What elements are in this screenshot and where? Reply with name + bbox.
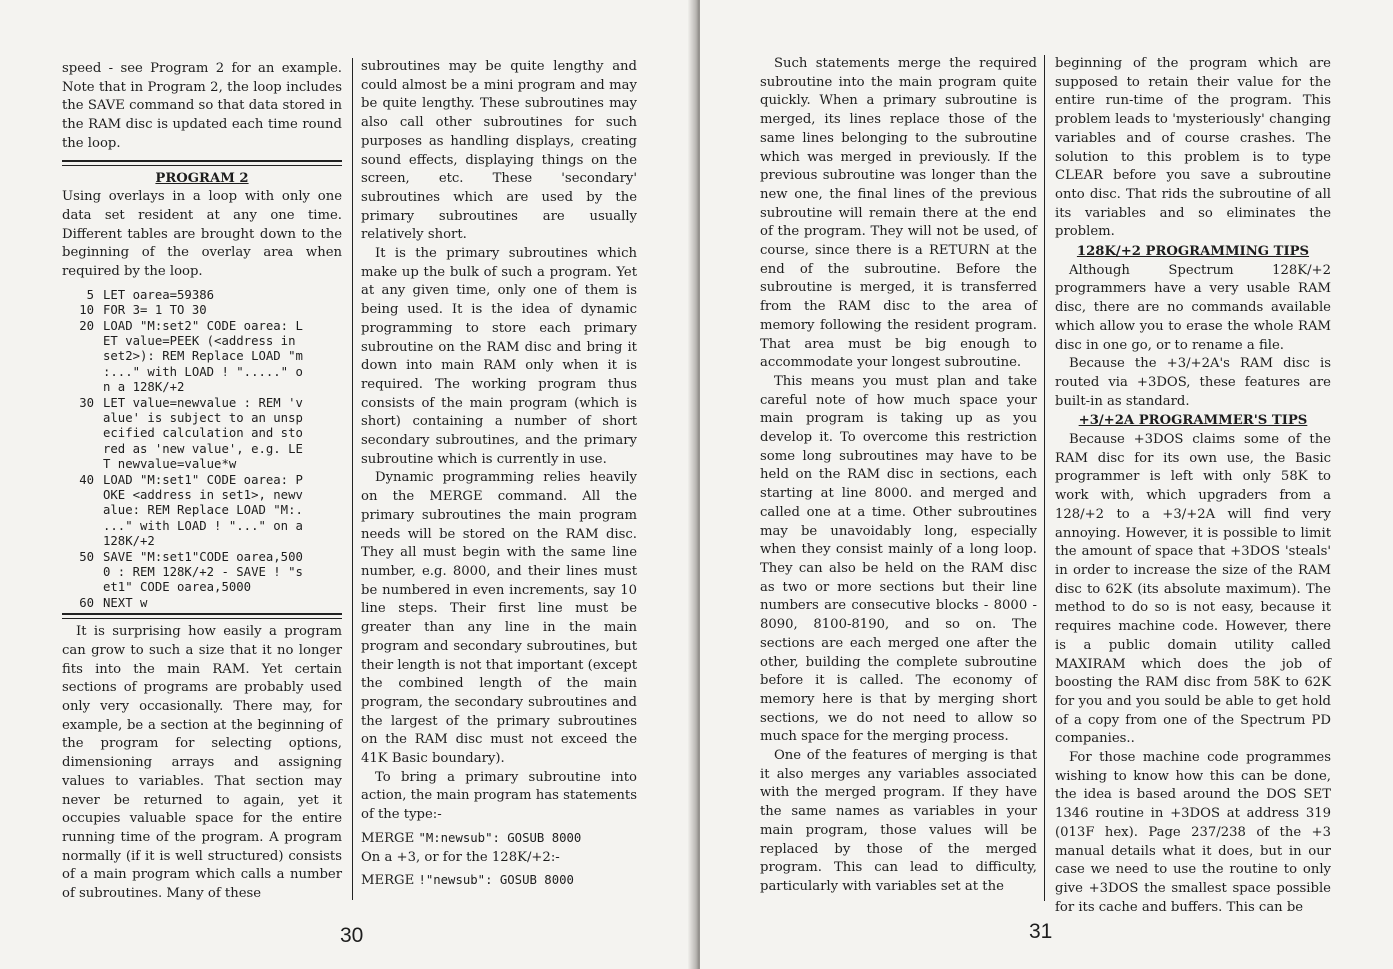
code-line-number	[62, 426, 103, 441]
code-line-text: 0 : REM 128K/+2 - SAVE ! "s	[103, 565, 303, 580]
left-page-column-1	[62, 60, 342, 902]
intro-paragraph: speed - see Program 2 for an example. Note that in Program 2, the loop includes the SAVE command so that data stored in the RAM disc is updated each time round the loop.	[62, 61, 342, 151]
code-line	[62, 303, 342, 318]
code-line-text: NEXT w	[103, 595, 148, 610]
code-line-text: alue' is subject to an unsp	[103, 410, 303, 425]
code-line-number	[62, 580, 103, 595]
right-page-column-1	[760, 55, 1037, 901]
code-line-text: et1" CODE oarea,5000	[103, 580, 252, 595]
code-line-number	[62, 488, 103, 503]
code-line	[62, 596, 342, 611]
body-paragraph: Because +3DOS claims some of the RAM disc for its own use, the Basic programmer is left with only 58K to work with, which upgraders from a 128/+2 to a +3/+2A will find very annoying. However, it is possible to limit the amount of space that +3DOS 'steals' in order to increase the size of the RAM disc to 62K (its absolute maximum). The method to do so is not easy, because it requires machine code. However, there is a public domain utility called MAXIRAM which does the job of boosting the RAM disc from 58K to 62K for you and you sould be able to get hold of a copy from one of the Spectrum PD companies..	[1055, 432, 1331, 747]
body-paragraph: Dynamic programming relies heavily on the MERGE command. All the primary subroutines the main program needs will be stored on the RAM disc. They all must begin with the same line number, e.g. 8000, and their lines must be numbered in even increments, say 10 line steps. Their first line must be greater than any line in the main program and secondary subroutines, but their length is not that important (except the combined length of the main program, the secondary subroutines and the largest of the primary subroutines on the RAM disc must not exceed the 41K Basic boundary).	[361, 470, 637, 767]
body-paragraph: beginning of the program which are supposed to retain their value for the entire run-time of the program. This problem leads to 'mysteriously' changing variables and of course crashes. The solution to this problem is to type CLEAR before you save a subroutine onto disc. That rids the subroutine of all its variables and so eliminates the problem.	[1055, 56, 1331, 240]
code-line	[62, 488, 342, 503]
code-line-text: n a 128K/+2	[103, 380, 185, 395]
code-line	[62, 380, 342, 395]
code-line-number: 50	[79, 549, 94, 564]
code-line-text: ET value=PEEK (<address in	[103, 333, 296, 348]
code-line-text: FOR 3= 1 TO 30	[103, 303, 207, 318]
code-line-text: alue: REM Replace LOAD "M:.	[103, 503, 303, 518]
code-line-text: :..." with LOAD ! "....." o	[103, 364, 303, 379]
code-line	[62, 503, 342, 518]
body-paragraph: For those machine code programmes wishing to know how this can be done, the idea is based around the DOS SET 1346 routine in +3DOS at address 319 (013F hex). Page 237/238 of the +3 manual details what it does, but in our case we need to use the routine to only give +3DOS the smallest space possible for its cache and buffers. This can be	[1055, 750, 1331, 915]
code-line-text: LET oarea=59386	[103, 287, 215, 302]
body-paragraph: To bring a primary subroutine into action, the main program has statements of the type:-	[361, 769, 637, 823]
code-line	[62, 473, 342, 488]
code-line	[62, 349, 342, 364]
program-heading: PROGRAM 2	[155, 170, 249, 186]
right-page	[700, 0, 1393, 969]
left-page	[0, 0, 696, 969]
code-line-text: red as 'new value', e.g. LE	[103, 441, 303, 456]
code-line-number	[62, 534, 103, 549]
code-line-number	[62, 503, 103, 518]
code-line	[62, 426, 342, 441]
code-line-text: ecified calculation and sto	[103, 426, 303, 441]
code-line	[62, 365, 342, 380]
body-paragraph: subroutines may be quite lengthy and could almost be a mini program and may be quite lengthy. These subroutines may also call other subroutines for such purposes as handling displays, creating sound effects, displaying things on the screen, etc. These 'secondary' subroutines which are used by the primary subroutines are usually relatively short.	[361, 59, 637, 243]
code-line-number: 10	[79, 303, 94, 318]
code-line-number: 5	[86, 287, 94, 302]
code-line	[62, 411, 342, 426]
code-line	[62, 580, 342, 595]
merge-code: !"newsub": GOSUB 8000	[418, 873, 574, 888]
merge-statement-plus3	[361, 829, 637, 849]
code-line	[62, 550, 342, 565]
body-paragraph: Such statements merge the required subroutine into the main program quite quickly. When a primary subroutine is merged, its lines replace those of the same lines belonging to the subroutine which was merged in previously. If the previous subroutine was longer than the new one, the final lines of the previous subroutine will remain there at the end of the program. They will not be used, of course, since there is a RETURN at the end of the subroutine. Before the subroutine is merged, it is transferred from the RAM disc to the area of memory following the resident program. That area must be big enough to accommodate your longest subroutine.	[760, 56, 1037, 371]
body-paragraph: It is the primary subroutines which make up the bulk of such a program. Yet at any given time, only one of them is being used. It is the idea of dynamic programming to store each primary subroutine on the RAM disc and bring it down into main RAM only when it is required. The working program thus consists of the main program (which is short) containing a number of short secondary subroutines, and the primary subroutine which is currently in use.	[361, 246, 637, 467]
code-line	[62, 442, 342, 457]
column-divider	[1044, 55, 1045, 901]
code-line-number: 40	[79, 472, 94, 487]
merge-statement-128k	[361, 871, 637, 891]
code-line-text: LOAD "M:set1" CODE oarea: P	[103, 472, 303, 487]
code-line-text: LOAD "M:set2" CODE oarea: L	[103, 318, 303, 333]
code-line-number	[62, 519, 103, 534]
code-line-text: 128K/+2	[103, 534, 155, 549]
code-line	[62, 334, 342, 349]
code-line-number: 30	[79, 395, 94, 410]
merge-code: "M:newsub": GOSUB 8000	[418, 830, 582, 845]
code-line	[62, 565, 342, 580]
code-line-text: SAVE "M:set1"CODE oarea,500	[103, 549, 303, 564]
code-line-text: ..." with LOAD ! "..." on a	[103, 518, 303, 533]
code-line	[62, 519, 342, 534]
page-number: 30	[340, 924, 364, 947]
section-heading: +3/+2A PROGRAMMER'S TIPS	[1078, 413, 1308, 429]
code-line-number	[62, 411, 103, 426]
section-rule	[62, 160, 342, 166]
body-paragraph: Because the +3/+2A's RAM disc is routed via +3DOS, these features are built-in as standard.	[1055, 356, 1331, 409]
column-divider	[352, 58, 353, 900]
merge-keyword: MERGE	[361, 873, 415, 889]
merge-keyword: MERGE	[361, 830, 415, 846]
code-line-text: LET value=newvalue : REM 'v	[103, 395, 303, 410]
code-line	[62, 396, 342, 411]
code-line-number	[62, 565, 103, 580]
code-line-text: T newvalue=value*w	[103, 457, 237, 472]
code-line	[62, 457, 342, 472]
code-line	[62, 319, 342, 334]
body-paragraph: It is surprising how easily a program can grow to such a size that it no longer fits into the main RAM. Yet certain sections of programs are probably used only very occasionally. There may, for example, be a section at the beginning of the program for selecting options, dimensioning arrays and assigning values to variables. That section may never be returned to again, yet it occupies valuable space for the entire running time of the program. A program normally (if it is well structured) consists of a main program which calls a number of subroutines. Many of these	[62, 624, 342, 902]
body-paragraph: Although Spectrum 128K/+2 programmers have a very usable RAM disc, there are no commands available which allow you to erase the whole RAM disc in one go, or to rename a file.	[1055, 262, 1331, 353]
code-line	[62, 288, 342, 303]
code-line-number	[62, 365, 103, 380]
body-paragraph: This means you must plan and take careful note of how much space your main program is taking up as you develop it. To overcome this restriction some long subroutines may have to be held on the RAM disc in sections, each starting at line 8000. and merged and called one at a time. Other subroutines may be unavoidably long, especially when they consist mainly of a long loop. They can also be held on the RAM disc as two or more sections but their line numbers are consecutive blocks - 8000 - 8090, 8100-8190, and so on. The sections are each merged one after the other, building the complete subroutine before it is called. The economy of memory here is that by merging short sections, we do not need to allow so much space for the merging process.	[760, 373, 1037, 745]
code-line-number: 20	[79, 318, 94, 333]
code-line-number: 60	[79, 595, 94, 610]
code-line-number	[62, 349, 103, 364]
right-page-column-2	[1055, 55, 1331, 915]
code-line-text: OKE <address in set1>, newv	[103, 488, 303, 503]
code-line	[62, 534, 342, 549]
body-paragraph: On a +3, or for the 128K/+2:-	[361, 849, 560, 865]
code-line-number	[62, 442, 103, 457]
left-page-column-2	[361, 58, 637, 904]
program-description: Using overlays in a loop with only one data set resident at any one time. Different tables are brought down to the beginning of the overlay area when required by the loop.	[62, 189, 342, 280]
body-paragraph: One of the features of merging is that it also merges any variables associated with the merged program. If they have the same names as variables in your main program, those values will be replaced by those of the merged program. This can lead to difficulty, particularly with variables set at the	[760, 748, 1037, 894]
code-listing	[62, 288, 342, 612]
section-rule	[62, 613, 342, 619]
code-line-number	[62, 457, 103, 472]
code-line-number	[62, 380, 103, 395]
code-line-number	[62, 334, 103, 349]
code-line-text: set2>): REM Replace LOAD "m	[103, 349, 303, 364]
page-number: 31	[1029, 920, 1053, 943]
section-heading: 128K/+2 PROGRAMMING TIPS	[1076, 244, 1310, 260]
